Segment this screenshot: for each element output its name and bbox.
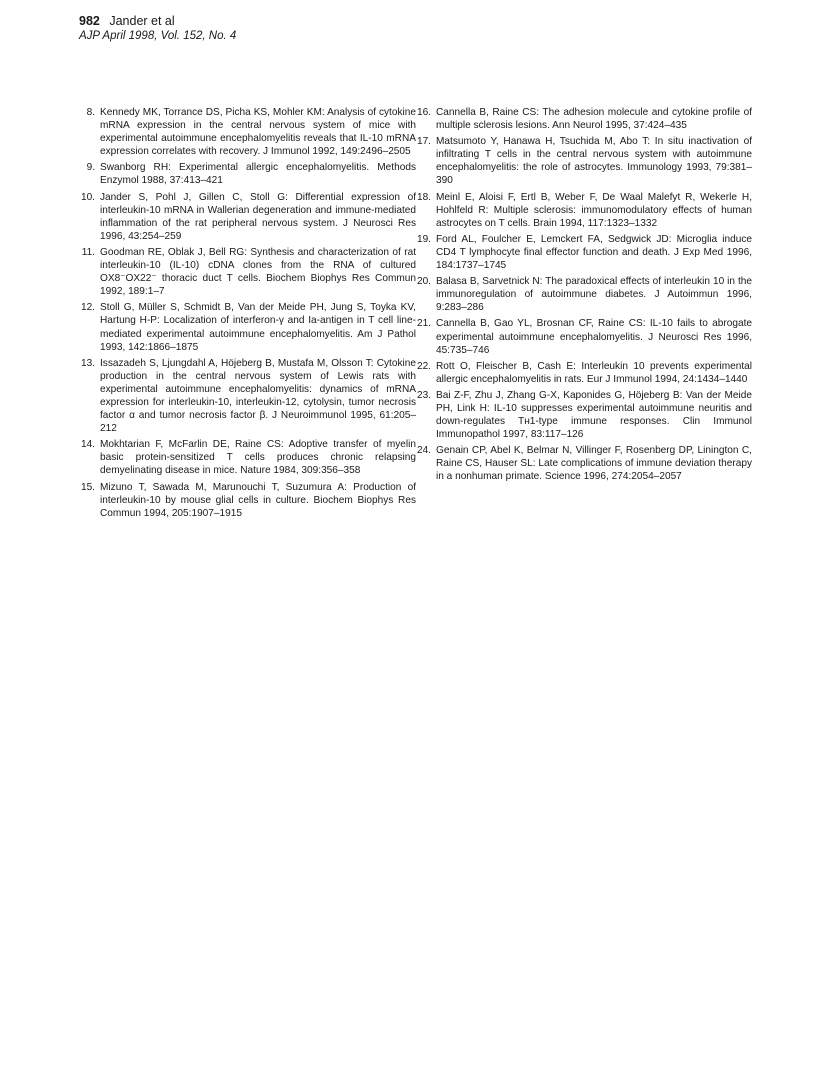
reference-text: Meinl E, Aloisi F, Ertl B, Weber F, De Waal Malefyt R, Wekerle H, Hohlfeld R: Multiple sclerosis: immunomodulatory effects of human astrocytes on T cells. Brain 1994, 117:1323–1332 bbox=[436, 191, 752, 229]
reference-text: Matsumoto Y, Hanawa H, Tsuchida M, Abo T: In situ inactivation of infiltrating T cells in the central nervous system with autoimmune encephalomyelitis: the role of astrocytes. Immunology 1993, 79:381–390 bbox=[436, 136, 752, 187]
reference-number: 11. bbox=[81, 246, 95, 258]
reference-item bbox=[79, 438, 416, 477]
reference-text: Goodman RE, Oblak J, Bell RG: Synthesis and characterization of rat interleukin-10 (IL-10) cDNA clones from the RNA of cultured OX8⁻OX22⁻ thoracic duct T cells. Biochem Biophys Res Commun 1992, 189:1–7 bbox=[100, 246, 416, 298]
reference-number: 10. bbox=[80, 191, 95, 203]
reference-item bbox=[415, 317, 752, 356]
running-header bbox=[79, 14, 236, 43]
reference-item bbox=[415, 191, 752, 230]
reference-item bbox=[79, 246, 416, 298]
reference-number: 21. bbox=[416, 318, 431, 330]
journal-citation: AJP April 1998, Vol. 152, No. 4 bbox=[79, 30, 237, 42]
reference-text: Balasa B, Sarvetnick N: The paradoxical effects of interleukin 10 in the immunoregulation of autoimmune diabetes. J Autoimmun 1996, 9:283–286 bbox=[436, 276, 752, 314]
reference-text: Mizuno T, Sawada M, Marunouchi T, Suzumura A: Production of interleukin-10 by mouse glial cells in culture. Biochem Biophys Res Commun 1994, 205:1907–1915 bbox=[100, 481, 416, 519]
reference-number: 18. bbox=[416, 191, 431, 203]
reference-text: Jander S, Pohl J, Gillen C, Stoll G: Differential expression of interleukin-10 mRNA in Wallerian degeneration and immune-mediated inflammation of the rat peripheral nervous system. J Neurosci Res 1996, 43:254–259 bbox=[100, 191, 416, 242]
reference-text: Ford AL, Foulcher E, Lemckert FA, Sedgwick JD: Microglia induce CD4 T lymphocyte final effector function and death. J Exp Med 1996, 184:1737–1745 bbox=[436, 233, 752, 272]
reference-number: 12. bbox=[80, 302, 95, 314]
reference-number: 19. bbox=[416, 233, 431, 245]
reference-item bbox=[415, 389, 752, 441]
reference-number: 14. bbox=[80, 439, 95, 451]
page-number: 982 bbox=[79, 14, 100, 28]
reference-item bbox=[415, 275, 752, 314]
reference-item bbox=[415, 360, 752, 386]
reference-number: 8. bbox=[86, 107, 95, 118]
reference-item bbox=[415, 233, 752, 272]
reference-text: Bai Z-F, Zhu J, Zhang G-X, Kaponides G, Höjeberg B: Van der Meide PH, Link H: IL-10 suppresses experimental autoimmune neuritis and down-regulates Tʜ1-type immune responses. Clin Immunol Immunopathol 1997, 83:117–126 bbox=[436, 389, 752, 441]
reference-number: 23. bbox=[416, 389, 431, 401]
reference-item bbox=[415, 444, 752, 483]
reference-number: 9. bbox=[86, 162, 95, 174]
references-left-column bbox=[79, 106, 416, 523]
reference-text: Genain CP, Abel K, Belmar N, Villinger F, Rosenberg DP, Linington C, Raine CS, Hauser SL: Late complications of immune deviation therapy in a nonhuman primate. Science 1996, 274:2054–2057 bbox=[436, 445, 752, 483]
reference-item bbox=[79, 191, 416, 243]
reference-number: 15. bbox=[80, 481, 95, 493]
reference-item bbox=[79, 481, 416, 520]
reference-text: Kennedy MK, Torrance DS, Picha KS, Mohler KM: Analysis of cytokine mRNA expression in the central nervous system of mice with experimental autoimmune encephalomyelitis reveals that IL-10 mRNA expression correlates with recovery. J Immunol 1992, 149:2496–2505 bbox=[100, 107, 416, 158]
reference-number: 24. bbox=[416, 445, 431, 457]
reference-number: 22. bbox=[416, 360, 431, 372]
reference-number: 20. bbox=[416, 276, 431, 288]
reference-number: 13. bbox=[80, 357, 95, 369]
reference-item bbox=[79, 357, 416, 436]
reference-number: 16. bbox=[416, 107, 431, 118]
reference-text: Mokhtarian F, McFarlin DE, Raine CS: Adoptive transfer of myelin basic protein-sensitized T cells produces chronic relapsing demyelinating disease in mice. Nature 1984, 309:356–358 bbox=[100, 439, 416, 477]
reference-text: Cannella B, Gao YL, Brosnan CF, Raine CS: IL-10 fails to abrogate experimental autoimmune encephalomyelitis. J Neurosci Res 1996, 45:735–746 bbox=[436, 318, 752, 356]
reference-text: Stoll G, Müller S, Schmidt B, Van der Meide PH, Jung S, Toyka KV, Hartung H-P: Localization of interferon-γ and Ia-antigen in T cell line-mediated experimental autoimmune encephalomyelitis. Am J Pathol 1993, 142:1866–1875 bbox=[100, 302, 416, 353]
reference-number: 17. bbox=[416, 136, 431, 148]
reference-text: Swanborg RH: Experimental allergic encephalomyelitis. Methods Enzymol 1988, 37:413–421 bbox=[100, 162, 416, 187]
header-line bbox=[79, 14, 236, 29]
reference-item bbox=[415, 106, 752, 132]
reference-item bbox=[415, 135, 752, 187]
reference-item bbox=[79, 161, 416, 187]
references-right-column bbox=[415, 106, 752, 487]
reference-text: Rott O, Fleischer B, Cash E: Interleukin 10 prevents experimental allergic encephalomyelitis in rats. Eur J Immunol 1994, 24:1434–1440 bbox=[436, 360, 752, 385]
reference-item bbox=[79, 106, 416, 158]
running-authors: Jander et al bbox=[109, 14, 175, 28]
reference-item bbox=[79, 301, 416, 353]
reference-text: Cannella B, Raine CS: The adhesion molecule and cytokine profile of multiple sclerosis lesions. Ann Neurol 1995, 37:424–435 bbox=[436, 107, 752, 132]
reference-text: Issazadeh S, Ljungdahl A, Höjeberg B, Mustafa M, Olsson T: Cytokine production in the central nervous system of Lewis rats with experimental autoimmune encephalomyelitis: dynamics of mRNA expression for interleukin-10, interleukin-12, cytolysin, tumor necrosis factor α and tumor necrosis factor β. J Neuroimmunol 1995, 61:205–212 bbox=[100, 357, 416, 435]
